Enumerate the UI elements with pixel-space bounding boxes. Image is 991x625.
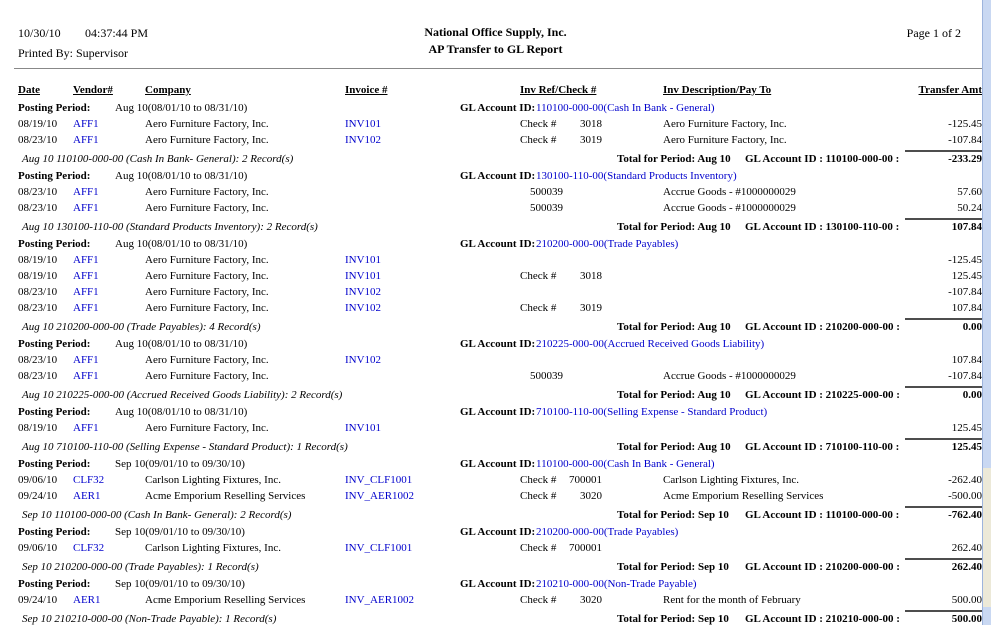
transaction-date: 08/19/10 <box>18 118 58 130</box>
vendor-id-link[interactable]: AER1 <box>73 490 101 502</box>
section-summary-row <box>0 557 991 577</box>
transfer-amount: 107.84 <box>951 302 982 314</box>
total-amount: 125.45 <box>951 441 982 453</box>
vendor-company: Aero Furniture Factory, Inc. <box>145 286 269 298</box>
posting-period-value: Aug 10(08/01/10 to 08/31/10) <box>115 406 248 418</box>
inv-ref-number: 500039 <box>530 186 563 198</box>
total-gl-account-label: GL Account ID : 110100-000-00 : <box>745 509 900 521</box>
invoice-number-link[interactable]: INV102 <box>345 134 382 146</box>
transfer-amount: 125.45 <box>951 270 982 282</box>
section-summary-row <box>0 385 991 405</box>
total-for-period-label: Total for Period: Sep 10 <box>617 509 729 521</box>
record-count-text: Sep 10 210210-000-00 (Non-Trade Payable): 1 Record(s) <box>22 613 277 625</box>
transaction-date: 08/23/10 <box>18 302 58 314</box>
gl-account-label: GL Account ID: <box>460 338 536 350</box>
transfer-amount: 500.00 <box>951 594 982 606</box>
transaction-date: 08/23/10 <box>18 202 58 214</box>
posting-period-label: Posting Period: <box>18 458 91 470</box>
gl-account-label: GL Account ID: <box>460 458 536 470</box>
vendor-company: Aero Furniture Factory, Inc. <box>145 118 269 130</box>
posting-period-value: Sep 10(09/01/10 to 09/30/10) <box>115 526 245 538</box>
check-number: 700001 <box>569 542 602 554</box>
transaction-date: 09/24/10 <box>18 594 58 606</box>
transaction-date: 09/06/10 <box>18 542 58 554</box>
check-number: 3020 <box>580 490 602 502</box>
column-header-date: Date <box>18 84 40 96</box>
total-for-period-label: Total for Period: Aug 10 <box>617 389 731 401</box>
transfer-amount: 107.84 <box>951 354 982 366</box>
check-label: Check # <box>520 474 557 486</box>
vendor-company: Aero Furniture Factory, Inc. <box>145 202 269 214</box>
detail-row <box>0 593 991 609</box>
company-name: National Office Supply, Inc. <box>424 25 567 39</box>
invoice-number-link[interactable]: INV101 <box>345 270 382 282</box>
total-rule <box>905 558 983 560</box>
posting-period-value: Sep 10(09/01/10 to 09/30/10) <box>115 458 245 470</box>
transaction-date: 08/23/10 <box>18 354 58 366</box>
detail-row <box>0 489 991 505</box>
record-count-text: Aug 10 110100-000-00 (Cash In Bank- General): 2 Record(s) <box>22 153 294 165</box>
total-amount: 107.84 <box>951 221 982 233</box>
record-count-text: Aug 10 210225-000-00 (Accrued Received Goods Liability): 2 Record(s) <box>22 389 343 401</box>
column-header-vendor: Vendor# <box>73 84 113 96</box>
transaction-date: 08/19/10 <box>18 254 58 266</box>
posting-period-label: Posting Period: <box>18 526 91 538</box>
posting-period-row <box>0 457 991 473</box>
vendor-company: Aero Furniture Factory, Inc. <box>145 186 269 198</box>
print-date: 10/30/10 <box>18 26 61 40</box>
window-right-edge <box>982 0 991 625</box>
inv-description: Accrue Goods - #1000000029 <box>663 202 796 214</box>
invoice-number-link[interactable]: INV_CLF1001 <box>345 474 413 486</box>
posting-period-value: Aug 10(08/01/10 to 08/31/10) <box>115 338 248 350</box>
total-gl-account-label: GL Account ID : 130100-110-00 : <box>745 221 900 233</box>
print-time: 04:37:44 PM <box>85 26 149 40</box>
printed-by: Printed By: Supervisor <box>18 46 128 60</box>
posting-period-value: Aug 10(08/01/10 to 08/31/10) <box>115 238 248 250</box>
posting-period-value: Sep 10(09/01/10 to 09/30/10) <box>115 578 245 590</box>
posting-period-label: Posting Period: <box>18 238 91 250</box>
posting-period-value: Aug 10(08/01/10 to 08/31/10) <box>115 102 248 114</box>
posting-period-row <box>0 237 991 253</box>
inv-description: Accrue Goods - #1000000029 <box>663 370 796 382</box>
total-amount: 0.00 <box>962 321 982 333</box>
report-section <box>0 169 991 237</box>
posting-period-row <box>0 169 991 185</box>
gl-account-label: GL Account ID: <box>460 578 536 590</box>
transaction-date: 08/23/10 <box>18 370 58 382</box>
posting-period-label: Posting Period: <box>18 406 91 418</box>
vendor-id-link[interactable]: AFF1 <box>73 270 99 282</box>
invoice-number-link[interactable]: INV_CLF1001 <box>345 542 413 554</box>
total-for-period-label: Total for Period: Aug 10 <box>617 153 731 165</box>
inv-description: Acme Emporium Reselling Services <box>663 490 824 502</box>
section-summary-row <box>0 217 991 237</box>
invoice-number-link[interactable]: INV101 <box>345 118 382 130</box>
column-header-company: Company <box>145 84 191 96</box>
detail-row <box>0 353 991 369</box>
total-amount: -762.40 <box>948 509 982 521</box>
inv-ref-number: 500039 <box>530 370 563 382</box>
posting-period-row <box>0 337 991 353</box>
inv-description: Aero Furniture Factory, Inc. <box>663 118 787 130</box>
detail-row <box>0 269 991 285</box>
transaction-date: 08/19/10 <box>18 422 58 434</box>
vendor-id-link[interactable]: AER1 <box>73 594 101 606</box>
vendor-id-link[interactable]: AFF1 <box>73 422 99 434</box>
check-label: Check # <box>520 134 557 146</box>
check-number: 3018 <box>580 118 602 130</box>
vendor-id-link[interactable]: AFF1 <box>73 186 99 198</box>
vendor-company: Acme Emporium Reselling Services <box>145 490 306 502</box>
posting-period-label: Posting Period: <box>18 578 91 590</box>
vendor-company: Aero Furniture Factory, Inc. <box>145 134 269 146</box>
posting-period-row <box>0 405 991 421</box>
vendor-id-link[interactable]: AFF1 <box>73 302 99 314</box>
gl-account-link[interactable]: 210210-000-00(Non-Trade Payable) <box>536 578 697 590</box>
total-gl-account-label: GL Account ID : 210210-000-00 : <box>745 613 900 625</box>
check-number: 3019 <box>580 134 602 146</box>
invoice-number-link[interactable]: INV_AER1002 <box>345 594 415 606</box>
report-title: AP Transfer to GL Report <box>428 42 563 56</box>
detail-row <box>0 133 991 149</box>
report-section <box>0 525 991 577</box>
detail-row <box>0 369 991 385</box>
page-number: Page 1 of 2 <box>906 26 961 40</box>
detail-row <box>0 201 991 217</box>
inv-description: Aero Furniture Factory, Inc. <box>663 134 787 146</box>
vendor-id-link[interactable]: CLF32 <box>73 474 105 486</box>
report-body <box>0 101 991 625</box>
transaction-date: 08/23/10 <box>18 286 58 298</box>
posting-period-value: Aug 10(08/01/10 to 08/31/10) <box>115 170 248 182</box>
record-count-text: Sep 10 110100-000-00 (Cash In Bank- General): 2 Record(s) <box>22 509 292 521</box>
posting-period-label: Posting Period: <box>18 102 91 114</box>
transaction-date: 08/19/10 <box>18 270 58 282</box>
gl-account-link[interactable]: 710100-110-00(Selling Expense - Standard Product) <box>536 406 768 418</box>
posting-period-label: Posting Period: <box>18 170 91 182</box>
section-summary-row <box>0 505 991 525</box>
transfer-amount: 262.40 <box>951 542 982 554</box>
posting-period-row <box>0 577 991 593</box>
gl-account-link[interactable]: 110100-000-00(Cash In Bank - General) <box>536 102 715 114</box>
vendor-company: Aero Furniture Factory, Inc. <box>145 422 269 434</box>
vendor-company: Aero Furniture Factory, Inc. <box>145 254 269 266</box>
total-for-period-label: Total for Period: Sep 10 <box>617 613 729 625</box>
transfer-amount: -500.00 <box>948 490 982 502</box>
vendor-id-link[interactable]: AFF1 <box>73 118 99 130</box>
total-gl-account-label: GL Account ID : 710100-110-00 : <box>745 441 900 453</box>
check-label: Check # <box>520 302 557 314</box>
transfer-amount: -107.84 <box>948 370 982 382</box>
total-rule <box>905 386 983 388</box>
total-gl-account-label: GL Account ID : 210200-000-00 : <box>745 321 900 333</box>
vendor-id-link[interactable]: AFF1 <box>73 254 99 266</box>
check-label: Check # <box>520 490 557 502</box>
detail-row <box>0 117 991 133</box>
check-number: 3020 <box>580 594 602 606</box>
vendor-id-link[interactable]: AFF1 <box>73 354 99 366</box>
section-summary-row <box>0 317 991 337</box>
record-count-text: Aug 10 210200-000-00 (Trade Payables): 4 Record(s) <box>22 321 261 333</box>
vendor-id-link[interactable]: CLF32 <box>73 542 105 554</box>
gl-account-label: GL Account ID: <box>460 526 536 538</box>
vendor-company: Carlson Lighting Fixtures, Inc. <box>145 474 281 486</box>
total-rule <box>905 218 983 220</box>
column-header-description: Inv Description/Pay To <box>663 84 772 96</box>
invoice-number-link[interactable]: INV_AER1002 <box>345 490 415 502</box>
inv-description: Carlson Lighting Fixtures, Inc. <box>663 474 799 486</box>
transaction-date: 09/24/10 <box>18 490 58 502</box>
report-section <box>0 405 991 457</box>
scrollbar-thumb[interactable] <box>983 468 991 607</box>
section-summary-row <box>0 149 991 169</box>
total-gl-account-label: GL Account ID : 210200-000-00 : <box>745 561 900 573</box>
gl-account-link[interactable]: 210200-000-00(Trade Payables) <box>536 526 679 538</box>
check-number: 3018 <box>580 270 602 282</box>
record-count-text: Sep 10 210200-000-00 (Trade Payables): 1 Record(s) <box>22 561 259 573</box>
detail-row <box>0 301 991 317</box>
total-amount: 0.00 <box>962 389 982 401</box>
gl-account-link[interactable]: 210200-000-00(Trade Payables) <box>536 238 679 250</box>
check-label: Check # <box>520 118 557 130</box>
gl-account-label: GL Account ID: <box>460 102 536 114</box>
detail-row <box>0 473 991 489</box>
gl-account-label: GL Account ID: <box>460 406 536 418</box>
posting-period-label: Posting Period: <box>18 338 91 350</box>
report-section <box>0 577 991 625</box>
total-for-period-label: Total for Period: Sep 10 <box>617 561 729 573</box>
record-count-text: Aug 10 710100-110-00 (Selling Expense - Standard Product): 1 Record(s) <box>22 441 348 453</box>
transfer-amount: -107.84 <box>948 134 982 146</box>
header-divider <box>14 68 983 69</box>
vendor-id-link[interactable]: AFF1 <box>73 202 99 214</box>
total-rule <box>905 610 983 612</box>
total-rule <box>905 318 983 320</box>
report-section <box>0 457 991 525</box>
invoice-number-link[interactable]: INV101 <box>345 422 382 434</box>
transfer-amount: 125.45 <box>951 422 982 434</box>
total-for-period-label: Total for Period: Aug 10 <box>617 441 731 453</box>
check-number: 700001 <box>569 474 602 486</box>
detail-row <box>0 285 991 301</box>
transfer-amount: -125.45 <box>948 118 982 130</box>
transfer-amount: -262.40 <box>948 474 982 486</box>
gl-account-link[interactable]: 110100-000-00(Cash In Bank - General) <box>536 458 715 470</box>
gl-account-label: GL Account ID: <box>460 238 536 250</box>
total-for-period-label: Total for Period: Aug 10 <box>617 221 731 233</box>
posting-period-row <box>0 525 991 541</box>
section-summary-row <box>0 609 991 625</box>
inv-description: Rent for the month of February <box>663 594 801 606</box>
gl-account-link[interactable]: 130100-110-00(Standard Products Inventory) <box>536 170 737 182</box>
total-amount: 500.00 <box>951 613 982 625</box>
invoice-number-link[interactable]: INV102 <box>345 354 382 366</box>
gl-account-label: GL Account ID: <box>460 170 536 182</box>
vendor-id-link[interactable]: AFF1 <box>73 370 99 382</box>
report-section <box>0 337 991 405</box>
transaction-date: 09/06/10 <box>18 474 58 486</box>
total-amount: -233.29 <box>948 153 982 165</box>
vendor-company: Carlson Lighting Fixtures, Inc. <box>145 542 281 554</box>
section-summary-row <box>0 437 991 457</box>
transfer-amount: -107.84 <box>948 286 982 298</box>
inv-description: Accrue Goods - #1000000029 <box>663 186 796 198</box>
gl-account-link[interactable]: 210225-000-00(Accrued Received Goods Liability) <box>536 338 765 350</box>
detail-row <box>0 253 991 269</box>
total-rule <box>905 506 983 508</box>
vendor-company: Aero Furniture Factory, Inc. <box>145 354 269 366</box>
detail-row <box>0 185 991 201</box>
total-rule <box>905 150 983 152</box>
invoice-number-link[interactable]: INV101 <box>345 254 382 266</box>
vendor-company: Acme Emporium Reselling Services <box>145 594 306 606</box>
inv-ref-number: 500039 <box>530 202 563 214</box>
report-section <box>0 237 991 337</box>
invoice-number-link[interactable]: INV102 <box>345 302 382 314</box>
column-header-invoice: Invoice # <box>345 84 388 96</box>
vendor-id-link[interactable]: AFF1 <box>73 286 99 298</box>
vendor-id-link[interactable]: AFF1 <box>73 134 99 146</box>
scrollbar-track-bottom[interactable] <box>983 607 991 625</box>
vendor-company: Aero Furniture Factory, Inc. <box>145 370 269 382</box>
transfer-amount: 57.60 <box>957 186 982 198</box>
detail-row <box>0 421 991 437</box>
transaction-date: 08/23/10 <box>18 186 58 198</box>
total-for-period-label: Total for Period: Aug 10 <box>617 321 731 333</box>
detail-row <box>0 541 991 557</box>
vendor-company: Aero Furniture Factory, Inc. <box>145 302 269 314</box>
check-number: 3019 <box>580 302 602 314</box>
total-amount: 262.40 <box>951 561 982 573</box>
total-gl-account-label: GL Account ID : 210225-000-00 : <box>745 389 900 401</box>
report-section <box>0 101 991 169</box>
record-count-text: Aug 10 130100-110-00 (Standard Products Inventory): 2 Record(s) <box>22 221 318 233</box>
check-label: Check # <box>520 270 557 282</box>
column-header-inv-ref-check: Inv Ref/Check # <box>520 84 597 96</box>
vendor-company: Aero Furniture Factory, Inc. <box>145 270 269 282</box>
total-rule <box>905 438 983 440</box>
transaction-date: 08/23/10 <box>18 134 58 146</box>
column-header-transfer-amt: Transfer Amt <box>918 84 982 96</box>
check-label: Check # <box>520 594 557 606</box>
transfer-amount: 50.24 <box>957 202 982 214</box>
posting-period-row <box>0 101 991 117</box>
total-gl-account-label: GL Account ID : 110100-000-00 : <box>745 153 900 165</box>
invoice-number-link[interactable]: INV102 <box>345 286 382 298</box>
scrollbar-track[interactable] <box>983 0 991 468</box>
transfer-amount: -125.45 <box>948 254 982 266</box>
check-label: Check # <box>520 542 557 554</box>
